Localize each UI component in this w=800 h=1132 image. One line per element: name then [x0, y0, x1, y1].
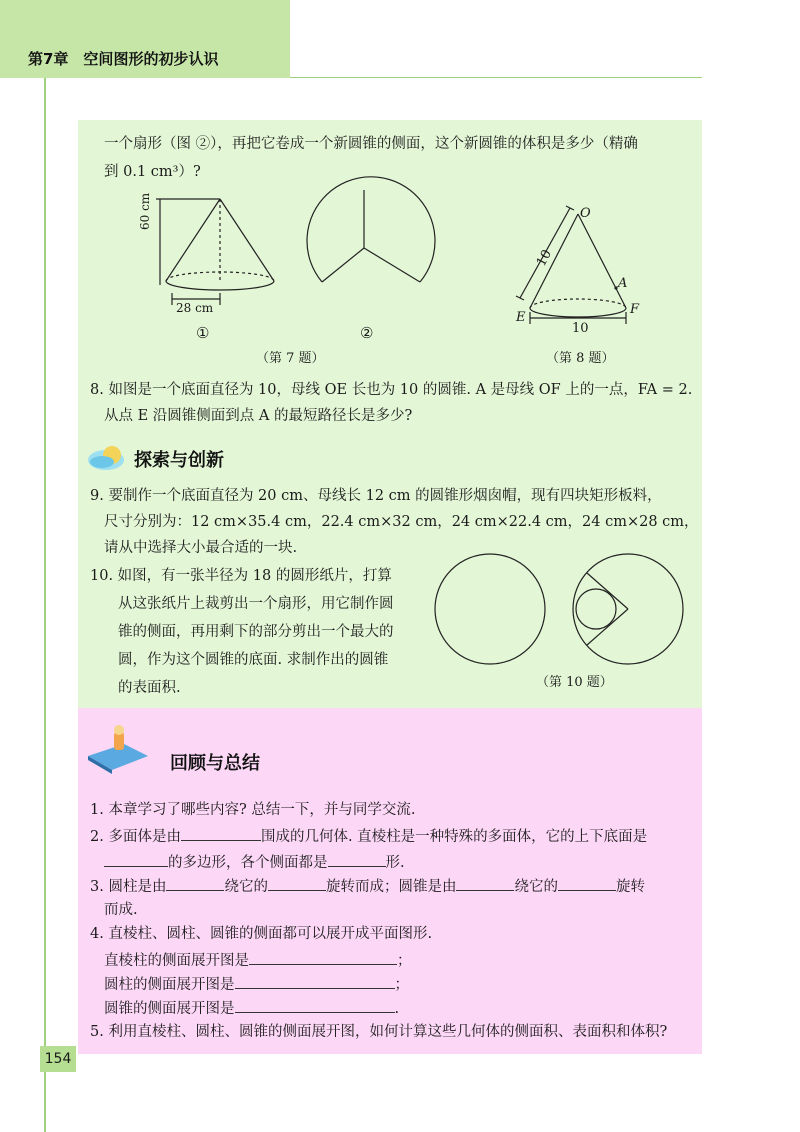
- problem7-line1: 一个扇形（图 ②），再把它卷成一个新圆锥的侧面，这个新圆锥的体积是多少（精确: [104, 136, 638, 152]
- page-number: 154: [40, 1046, 76, 1072]
- review-q2-text-a: 2. 多面体是由: [90, 829, 181, 845]
- chapter-title: 第7章 空间图形的初步认识: [28, 50, 219, 68]
- review-q3-blank1[interactable]: [166, 876, 224, 891]
- problem8-line1: 8. 如图是一个底面直径为 10，母线 OE 长也为 10 的圆锥. A 是母线 OF 上的一点，FA = 2.: [90, 382, 693, 398]
- review-q3-blank3[interactable]: [456, 876, 514, 891]
- fig8-base-label: 10: [572, 321, 589, 336]
- review-q3-text-b: 绕它的: [224, 879, 268, 895]
- review-section-title: 回顾与总结: [170, 753, 260, 774]
- review-q2-text-c: 的多边形，各个侧面都是: [168, 855, 328, 871]
- fig7-sub1: ①: [196, 324, 210, 342]
- review-q3-text-e: 旋转: [615, 879, 645, 895]
- review-book-icon: [84, 722, 150, 774]
- figure7-sector: [302, 190, 442, 310]
- problem10-line1: 10. 如图，有一张半径为 18 的圆形纸片，打算: [90, 568, 392, 584]
- fig8-slant-label: 10: [534, 247, 556, 270]
- review-q2-blank2[interactable]: [104, 852, 168, 867]
- review-q2-line2: [104, 852, 405, 872]
- review-q4-c-text: 圆锥的侧面展开图是: [104, 1001, 235, 1017]
- fig7-diameter-label: 28 cm: [176, 301, 214, 315]
- review-q2-blank3[interactable]: [328, 852, 386, 867]
- review-q2-blank1[interactable]: [181, 826, 261, 841]
- review-q4-blank3[interactable]: [235, 998, 395, 1013]
- review-q2-text-d: 形.: [385, 855, 405, 871]
- fig8-label-F: F: [630, 302, 640, 317]
- figure7-cone: [150, 195, 280, 315]
- review-q4: 4. 直棱柱、圆柱、圆锥的侧面都可以展开成平面图形.: [90, 926, 433, 942]
- problem9-line2: 尺寸分别为：12 cm×35.4 cm，22.4 cm×32 cm，24 cm×22.4 cm，24 cm×28 cm，: [104, 514, 699, 530]
- review-q3-text-a: 3. 圆柱是由: [90, 879, 167, 895]
- fig8-label-E: E: [516, 310, 526, 325]
- review-q2-text-b: 围成的几何体. 直棱柱是一种特殊的多面体，它的上下底面是: [260, 829, 648, 845]
- review-q4-a: [104, 950, 412, 970]
- figure10-circle-plain: [434, 553, 546, 665]
- fig8-label-O: O: [580, 206, 591, 221]
- problem10-line4: 圆，作为这个圆锥的底面. 求制作出的圆锥: [118, 652, 389, 668]
- fig7-height-label: 60 cm: [138, 192, 152, 230]
- problem8-line2: 从点 E 沿圆锥侧面到点 A 的最短路径长是多少?: [104, 408, 413, 424]
- review-q4-c-period: .: [394, 1001, 400, 1017]
- review-q4-b-text: 圆柱的侧面展开图是: [104, 977, 235, 993]
- review-q4-b: [104, 974, 409, 994]
- explore-section-title: 探索与创新: [134, 450, 224, 471]
- header-rule: [290, 77, 702, 78]
- review-q5: 5. 利用直棱柱、圆柱、圆锥的侧面展开图，如何计算这些几何体的侧面积、表面积和体积?: [90, 1024, 668, 1040]
- review-q2-line1: [90, 826, 647, 846]
- review-q3-blank2[interactable]: [268, 876, 326, 891]
- problem10-line3: 锥的侧面，再用剩下的部分剪出一个最大的: [118, 624, 394, 640]
- fig7-sub2: ②: [360, 324, 374, 342]
- fig10-caption: （第 10 题）: [536, 675, 613, 690]
- review-q4-c: [104, 998, 399, 1018]
- review-q3-text-c: 旋转而成；圆锥是由: [325, 879, 457, 895]
- problem10-line5: 的表面积.: [118, 680, 181, 696]
- review-q1: 1. 本章学习了哪些内容? 总结一下，并与同学交流.: [90, 802, 416, 818]
- fig7-caption: （第 7 题）: [256, 351, 325, 366]
- review-q3-line2: 而成.: [104, 902, 138, 918]
- left-margin-rule: [44, 78, 58, 1132]
- review-q4-a-text: 直棱柱的侧面展开图是: [104, 953, 249, 969]
- review-q4-blank2[interactable]: [235, 974, 395, 989]
- problem10-line2: 从这张纸片上裁剪出一个扇形，用它制作圆: [118, 596, 394, 612]
- problem7-line2: 到 0.1 cm³）?: [104, 164, 201, 180]
- fig8-label-A: A: [618, 276, 628, 291]
- review-q4-blank1[interactable]: [249, 950, 397, 965]
- review-q4-b-semicolon: ；: [394, 977, 409, 993]
- review-q4-a-semicolon: ；: [397, 953, 412, 969]
- review-q3-blank4[interactable]: [558, 876, 616, 891]
- problem9-line3: 请从中选择大小最合适的一块.: [104, 540, 298, 556]
- problem9-line1: 9. 要制作一个底面直径为 20 cm、母线长 12 cm 的圆锥形烟囱帽，现有四块矩形板料，: [90, 488, 662, 504]
- figure10-circle-cut: [572, 553, 684, 665]
- fig8-caption: （第 8 题）: [546, 351, 615, 366]
- figure8-cone: [508, 200, 658, 340]
- explore-icon: [86, 440, 130, 474]
- review-q3-text-d: 绕它的: [514, 879, 558, 895]
- review-q3-line1: [90, 876, 645, 896]
